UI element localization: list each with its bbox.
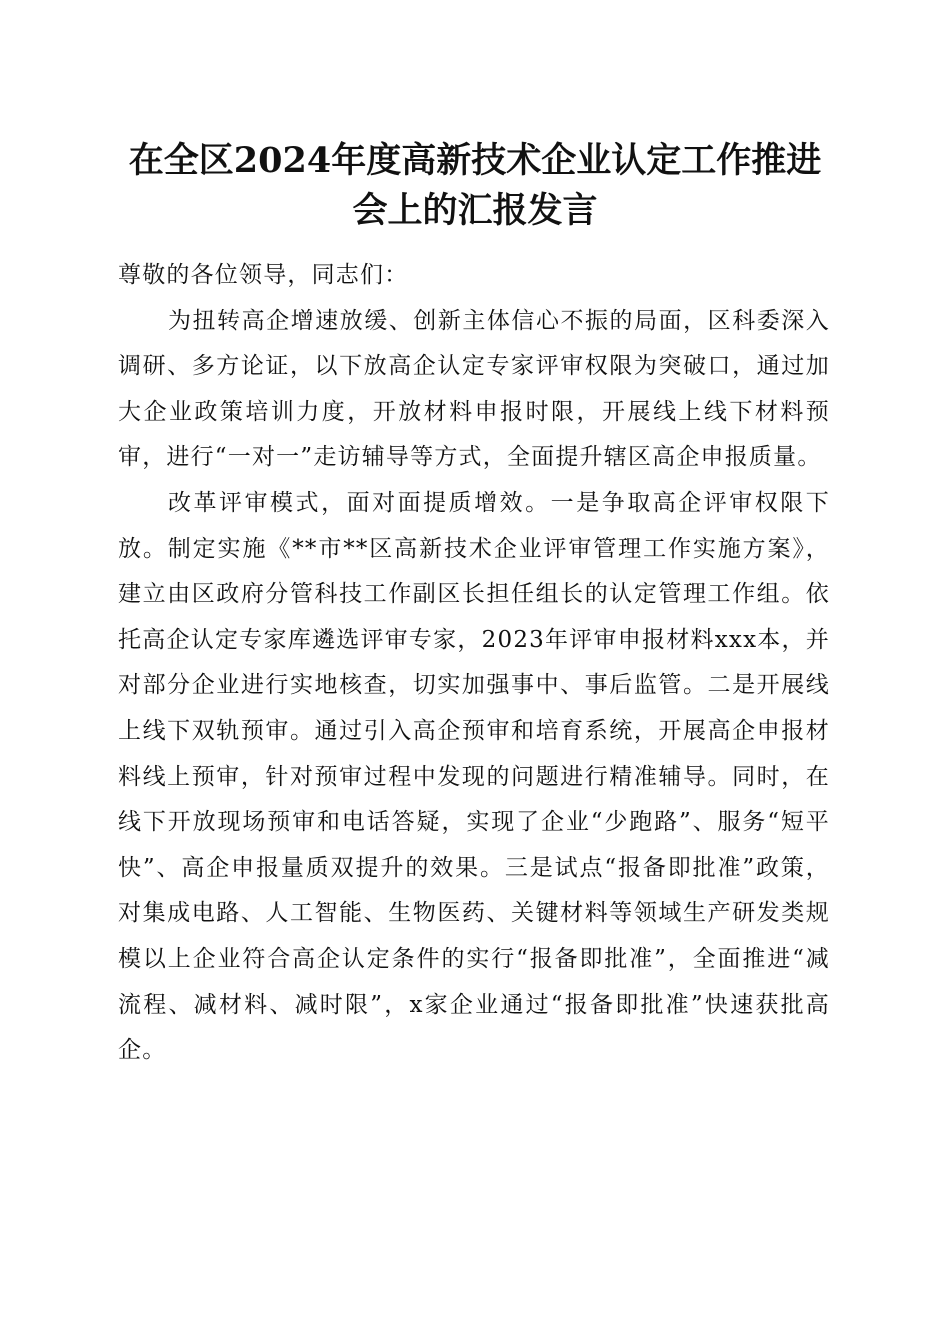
paragraph-reform: 改革评审模式，面对面提质增效。一是争取高企评审权限下放。制定实施《**市**区高新技术企业评审管理工作实施方案》，建立由区政府分管科技工作副区长担任组长的认定管理工作组。依托高企认定专家库遴选评审专家，2023年评审申报材料xxx本，并对部分企业进行实地核查，切实加强事中、事后监管。二是开展线上线下双轨预审。通过引入高企预审和培育系统，开展高企申报材料线上预审，针对预审过程中发现的问题进行精准辅导。同时，在线下开放现场预审和电话答疑，实现了企业“少跑路”、服务“短平快”、高企申报量质双提升的效果。三是试点“报备即批准”政策，对集成电路、人工智能、生物医药、关键材料等领域生产研发类规模以上企业符合高企认定条件的实行“报备即批准”，全面推进“减流程、减材料、减时限”，x家企业通过“报备即批准”快速获批高企。 [118, 489, 830, 1064]
salutation: 尊敬的各位领导，同志们： [118, 262, 409, 288]
paragraph-intro: 为扭转高企增速放缓、创新主体信心不振的局面，区科委深入调研、多方论证，以下放高企认定专家评审权限为突破口，通过加大企业政策培训力度，开放材料申报时限，开展线上线下材料预审，进行“一对一”走访辅导等方式，全面提升辖区高企申报质量。 [118, 307, 830, 471]
title-line-2: 会上的汇报发言 [352, 190, 598, 231]
document-body [118, 253, 830, 1074]
title-line-1: 在全区2024年度高新技术企业认定工作推进 [128, 140, 822, 181]
document-title [118, 136, 832, 236]
